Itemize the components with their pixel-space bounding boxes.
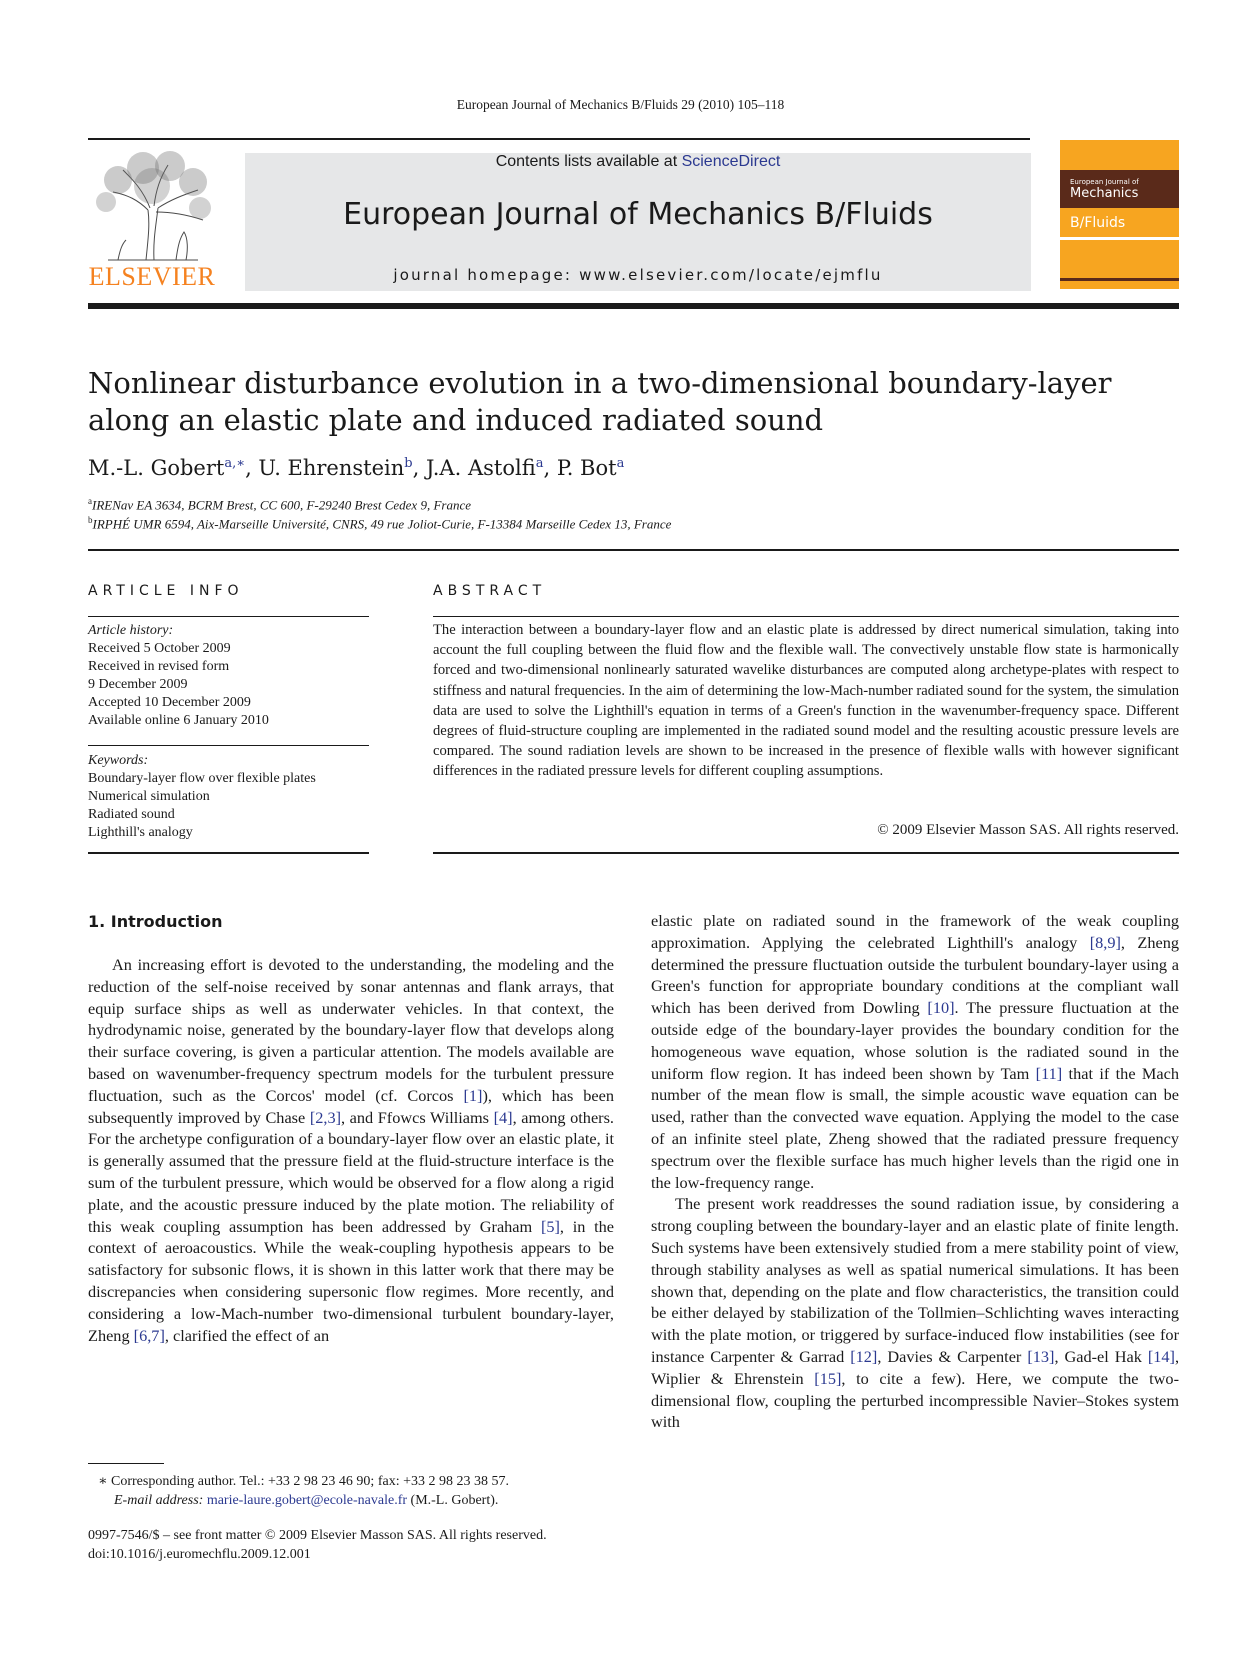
citation-link[interactable]: [11] xyxy=(1035,1063,1063,1083)
citation-link[interactable]: [12] xyxy=(850,1346,878,1366)
citation-link[interactable]: [6,7] xyxy=(133,1325,165,1345)
footnote-corresponding: ∗ Corresponding author. Tel.: +33 2 98 23 46 90; fax: +33 2 98 23 38 57. xyxy=(98,1474,509,1489)
author-name: J.A. Astolfi xyxy=(425,456,536,480)
citation-link[interactable]: [15] xyxy=(814,1368,842,1388)
affiliation-a xyxy=(88,496,471,513)
text: An increasing effort is devoted to the understanding, the modeling and the reduction of the self-noise received by sonar antennas and flank arrays, that equip surface ships as well as underwater vehicles. In that context, the hydrodynamic noise, generated by the boundary-layer flow that develops along their surface covering, is given a particular attention. The models available are based on wavenumber-frequency spectrum models for the turbulent pressure fluctuation, such as the Corcos' model (cf. Corcos xyxy=(88,955,614,1105)
journal-cover-thumbnail[interactable] xyxy=(1060,140,1179,289)
author-mark[interactable]: a xyxy=(535,456,544,471)
abstract-copyright: © 2009 Elsevier Masson SAS. All rights reserved. xyxy=(877,822,1179,838)
author-mark[interactable]: a,∗ xyxy=(224,456,246,471)
keyword-item: Boundary-layer flow over flexible plates xyxy=(88,771,316,786)
text: , Zheng determined the pressure fluctuation outside the turbulent boundary-layer using a Green's function for appropriate boundary conditions at the compliant wall which has been derived from Dowling xyxy=(651,932,1180,1018)
cover-title: Mechanics xyxy=(1070,186,1139,201)
left-column xyxy=(88,954,614,1346)
email-label: E-mail address: xyxy=(114,1493,207,1508)
keywords-rule xyxy=(88,745,369,746)
footnote-rule xyxy=(88,1463,164,1464)
contents-line xyxy=(245,153,1031,171)
cover-bottom-stripe xyxy=(1060,278,1179,281)
abstract-heading: ABSTRACT xyxy=(433,583,547,599)
author-mark[interactable]: a xyxy=(616,456,625,471)
cover-stripe xyxy=(1060,237,1179,240)
affiliation-mark: b xyxy=(88,515,93,525)
text: , among others. For the archetype configuration of a boundary-layer flow over an elastic plate, it is generally assumed that the pressure field at the fluid-structure interface is the sum of the turbulent pressure, which would be observed for a flow along a rigid plate, and the acoustic pressure induced by the plate motion. The reliability of this weak coupling assumption has been addressed by Graham xyxy=(88,1107,614,1236)
text: , Wiplier & Ehrenstein xyxy=(651,1346,1180,1388)
text: , and Ffowcs Williams xyxy=(341,1107,494,1127)
right-column xyxy=(651,910,1179,1433)
doi-line[interactable]: doi:10.1016/j.euromechflu.2009.12.001 xyxy=(88,1547,311,1562)
footnote-email xyxy=(114,1491,498,1510)
article-info-rule xyxy=(88,616,369,617)
front-divider xyxy=(88,549,1179,551)
citation-link[interactable]: [10] xyxy=(927,998,955,1018)
text: ), which has been subsequently improved by Chase xyxy=(88,1085,614,1127)
history-line: Received in revised form xyxy=(88,659,230,674)
text: , Davies & Carpenter xyxy=(877,1346,1028,1366)
article-info-heading: ARTICLE INFO xyxy=(88,583,244,599)
tree-icon xyxy=(88,150,216,262)
abstract-text: The interaction between a boundary-layer flow and an elastic plate is addressed by direct numerical simulation, taking into account the full coupling between the fluid flow and the flexible wall. The convectively unstable flow state is harmonically forced and two-dimensional nonlinearly saturated wavelike disturbances are computed along archetype-plates with respect to stiffness and natural frequencies. In the aim of determining the low-Mach-number radiated sound for the system, the simulation data are used to solve the Lighthill's equation in terms of a Green's function in the wavenumber-frequency space. Different degrees of fluid-structure coupling are implemented in the radiated sound model and the resulting acoustic pressure levels are compared. The sound radiation levels are shown to be increased in the presence of flexible walls with however significant differences in the radiated pressure levels for different coupling assumptions. xyxy=(433,622,1179,780)
keyword-item: Numerical simulation xyxy=(88,789,210,804)
elsevier-logo[interactable] xyxy=(88,150,216,292)
author-mark[interactable]: b xyxy=(404,456,413,471)
text: , to cite a few). Here, we compute the two-dimensional flow, coupling the perturbed incompressible Navier–Stokes system with xyxy=(651,1368,1179,1432)
abstract-bottom-rule xyxy=(433,852,1179,854)
affiliation-text: IRPHÉ UMR 6594, Aix-Marseille Université, CNRS, 49 rue Joliot-Curie, F-13384 Marseille Cedex 13, France xyxy=(92,516,672,532)
citation-link[interactable]: [8,9] xyxy=(1089,932,1121,952)
citation-link[interactable]: [13] xyxy=(1027,1346,1055,1366)
email-suffix: (M.-L. Gobert). xyxy=(407,1493,499,1508)
text: that if the Mach number of the mean flow is small, the simple acoustic wave equation can be used, rather than the convected wave equation. Applying the model to the case of an infinite steel plate, Zheng showed that the radiated pressure frequency spectrum over the flexible surface has much higher levels than the rigid one in the low-frequency range. xyxy=(651,1063,1179,1192)
elsevier-wordmark: ELSEVIER xyxy=(88,262,216,291)
history-label: Article history: xyxy=(88,623,174,638)
citation-link[interactable]: [5] xyxy=(540,1216,560,1236)
journal-reference: European Journal of Mechanics B/Fluids 29 (2010) 105–118 xyxy=(456,97,785,112)
article-info-bottom-rule xyxy=(88,852,369,854)
text: , in the context of aeroacoustics. While the weak-coupling hypothesis appears to be satisfactory for subsonic flows, it is shown in this latter work that there may be discrepancies when considering supersonic flow regimes. More recently, and considering a low-Mach-number two-dimensional turbulent boundary-layer, Zheng xyxy=(88,1216,615,1345)
header-thick-rule xyxy=(88,303,1179,309)
affiliation-b xyxy=(88,515,671,532)
keyword-item: Radiated sound xyxy=(88,807,175,822)
paragraph xyxy=(651,910,1179,1193)
history-line: Available online 6 January 2010 xyxy=(88,713,269,728)
citation-link[interactable]: [14] xyxy=(1147,1346,1175,1366)
text: , clarified the effect of an xyxy=(164,1325,330,1345)
keywords-label: Keywords: xyxy=(88,753,149,768)
text: The present work readdresses the sound radiation issue, by considering a strong coupling between the boundary-layer and an elastic plate of finite length. Such systems have been extensively studied from a mere stability point of view, through stability analyses as well as spatial numerical simulations. It has been shown that, depending on the plate and flow characteristics, the transition could be either delayed by stabilization of the Tollmien–Schlichting waves interacting with the plate motion, or triggered by surface-induced flow instabilities (see for instance Carpenter & Garrad xyxy=(651,1194,1179,1366)
author-name: U. Ehrenstein xyxy=(258,456,405,480)
affiliation-text: IRENav EA 3634, BCRM Brest, CC 600, F-29240 Brest Cedex 9, France xyxy=(92,497,471,513)
author-list: M.-L. Gobert$^{a,∗}$, U. Ehrenstein$^b$, J.A. Astolfi$^a$, P. Bot$^a$ xyxy=(88,456,625,480)
header-top-rule xyxy=(88,138,1030,140)
text: , Gad-el Hak xyxy=(1054,1346,1148,1366)
section-heading-introduction: 1. Introduction xyxy=(88,912,223,931)
email-link[interactable]: marie-laure.gobert@ecole-navale.fr xyxy=(206,1493,408,1508)
journal-homepage-link[interactable]: journal homepage: www.elsevier.com/locate/ejmflu xyxy=(393,266,883,284)
citation-link[interactable]: [1] xyxy=(463,1085,483,1105)
text: . The pressure fluctuation at the outside edge of the boundary-layer provides the boundary condition for the homogeneous wave equation, whose solution is the radiated sound in the uniform flow region. It has indeed been shown by Tam xyxy=(651,998,1179,1083)
front-matter-line: 0997-7546/$ – see front matter © 2009 Elsevier Masson SAS. All rights reserved. xyxy=(88,1528,547,1543)
cover-subtitle: B/Fluids xyxy=(1070,215,1126,231)
abstract-rule xyxy=(433,616,1179,617)
author-name: M.-L. Gobert xyxy=(88,456,225,480)
cover-small-text: European Journal of xyxy=(1070,178,1139,186)
text: elastic plate on radiated sound in the framework of the weak coupling approximation. Applying the celebrated Lighthill's analogy xyxy=(651,911,1179,952)
citation-link[interactable]: [2,3] xyxy=(309,1107,342,1127)
paragraph xyxy=(651,1193,1179,1433)
article-title: Nonlinear disturbance evolution in a two-dimensional boundary-layer along an elastic plate and induced radiated sound xyxy=(88,366,1112,437)
paragraph xyxy=(88,954,614,1346)
citation-link[interactable]: [4] xyxy=(493,1107,513,1127)
keyword-item: Lighthill's analogy xyxy=(88,825,193,840)
author-name: P. Bot xyxy=(556,456,617,480)
history-line: Accepted 10 December 2009 xyxy=(88,695,251,710)
contents-prefix: Contents lists available at xyxy=(495,153,682,170)
affiliation-mark: a xyxy=(88,496,92,506)
journal-banner xyxy=(245,153,1031,291)
history-line: Received 5 October 2009 xyxy=(88,641,231,656)
journal-name: European Journal of Mechanics B/Fluids xyxy=(343,197,933,232)
sciencedirect-link[interactable]: ScienceDirect xyxy=(681,153,781,170)
history-line: 9 December 2009 xyxy=(88,677,188,692)
